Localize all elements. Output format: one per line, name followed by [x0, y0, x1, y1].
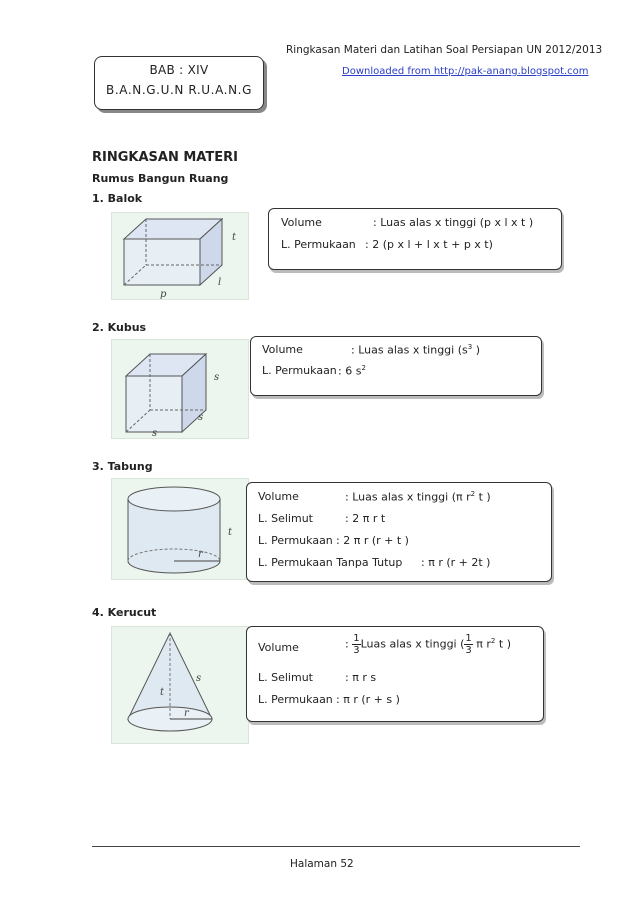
label-s-height: s	[214, 372, 220, 383]
cylinder-diagram	[112, 479, 248, 579]
kubus-volume-value: : Luas alas x tinggi ($s^3$ )	[351, 343, 480, 357]
balok-figure	[111, 212, 249, 300]
tabung-volume-term: Volume	[258, 490, 299, 503]
section-title: RINGKASAN MATERI	[92, 150, 238, 165]
kerucut-lateral-value: : π r s	[345, 671, 377, 684]
tabung-title: 3. Tabung	[92, 460, 153, 473]
kubus-volume-term: Volume	[262, 343, 303, 356]
label-s: s	[196, 673, 202, 684]
kerucut-lateral-term: L. Selimut	[258, 671, 313, 684]
tabung-open-area-term: L. Permukaan Tanpa Tutup	[258, 556, 403, 569]
tabung-lateral-term: L. Selimut	[258, 512, 313, 525]
label-p: p	[160, 289, 167, 299]
balok-area-term: L. Permukaan	[281, 238, 356, 251]
kerucut-figure	[111, 626, 249, 744]
fraction-one-third-2: $\frac{1}{3}$	[465, 633, 472, 656]
label-r: r	[184, 708, 189, 719]
kubus-formula-box	[250, 336, 542, 396]
tabung-area-value: : 2 π r (r + t )	[336, 534, 409, 547]
balok-area-value: : 2 (p x l + l x t + p x t)	[365, 238, 493, 251]
label-t: t	[160, 687, 165, 698]
cone-diagram	[112, 627, 248, 743]
kerucut-title: 4. Kerucut	[92, 606, 157, 619]
balok-title: 1. Balok	[92, 192, 143, 205]
kubus-area-value: : 6 $s^2$	[338, 364, 366, 378]
cube-diagram	[112, 340, 248, 438]
fraction-one-third: $\frac{1}{3}$	[353, 633, 360, 656]
chapter-number: BAB : XIV	[149, 63, 209, 77]
kubus-figure	[111, 339, 249, 439]
tabung-open-area-value: : π r (r + 2t )	[421, 556, 491, 569]
tabung-figure	[111, 478, 249, 580]
balok-volume-term: Volume	[281, 216, 322, 229]
subtitle: Rumus Bangun Ruang	[92, 172, 229, 185]
tabung-lateral-value: : 2 π r t	[345, 512, 386, 525]
cuboid-diagram	[112, 213, 248, 299]
page-number: Halaman 52	[290, 858, 354, 870]
label-l: l	[218, 277, 222, 288]
kerucut-area-value: : π r (r + s )	[336, 693, 400, 706]
kerucut-formula-box	[246, 626, 544, 722]
label-r: r	[198, 549, 203, 560]
download-link[interactable]: Downloaded from http://pak-anang.blogspot.com	[342, 66, 589, 77]
chapter-title: B.A.N.G.U.N R.U.A.N.G	[106, 83, 252, 97]
kerucut-volume-term: Volume	[258, 641, 299, 654]
chapter-box	[94, 56, 264, 110]
label-t: t	[228, 527, 233, 538]
label-s-width: s	[152, 428, 158, 438]
tabung-area-term: L. Permukaan	[258, 534, 333, 547]
tabung-volume-value: : Luas alas x tinggi (π $r^2$ t )	[345, 490, 491, 504]
kerucut-area-term: L. Permukaan	[258, 693, 333, 706]
kubus-title: 2. Kubus	[92, 321, 147, 334]
header-title: Ringkasan Materi dan Latihan Soal Persiapan UN 2012/2013	[286, 44, 603, 56]
kerucut-volume-value: : $\frac{1}{3}$ Luas alas x tinggi ( $\frac{1}{3}$ π $r^2$ t )	[345, 633, 511, 656]
tabung-formula-box	[246, 482, 552, 582]
label-t: t	[232, 232, 237, 243]
footer-divider	[92, 846, 580, 847]
balok-formula-box	[268, 208, 562, 270]
balok-volume-value: : Luas alas x tinggi (p x l x t )	[373, 216, 534, 229]
label-s-depth: s	[198, 412, 204, 423]
kubus-area-term: L. Permukaan	[262, 364, 337, 377]
